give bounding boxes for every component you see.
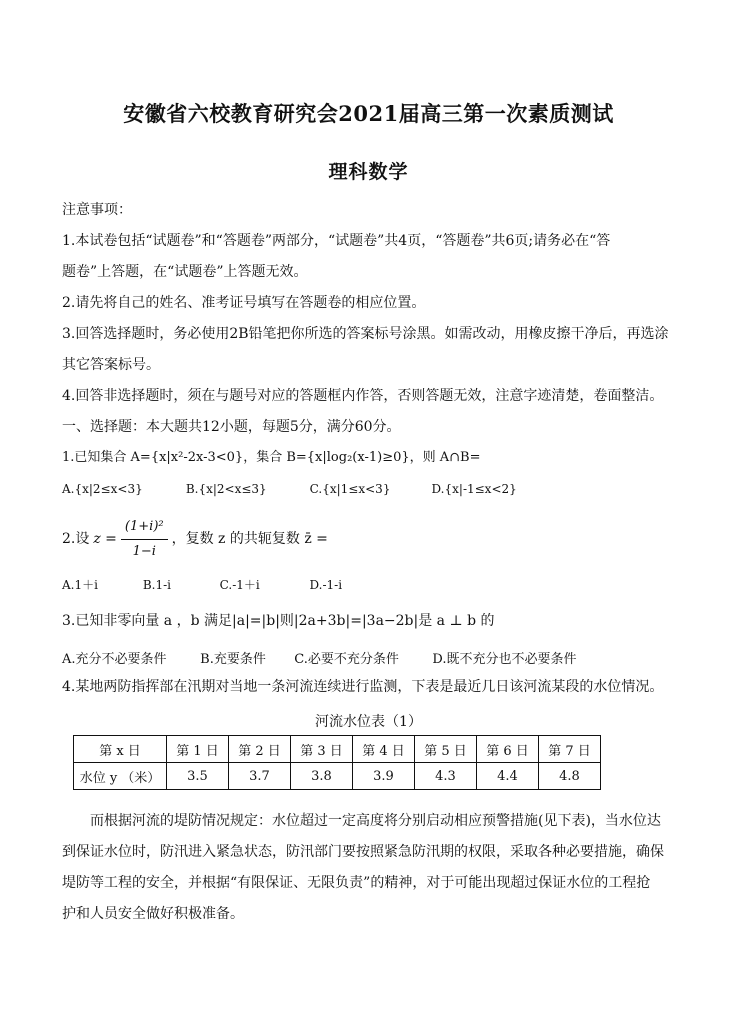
question-4-stem: 4.某地两防指挥部在汛期对当地一条河流连续进行监测，下表是最近几日该河流某段的水位情况。 [62, 679, 664, 695]
q2-option-d: D.-1-i [309, 578, 343, 592]
q2-z: z = [93, 531, 117, 547]
day-cell: 第 5 日 [415, 736, 477, 763]
q3-option-b: B.充要条件 [200, 652, 266, 667]
question-1-stem: 1.已知集合 A={x|x²-2x-3<0}，集合 B={x|log₂(x-1)≥0}，则 A∩B= [62, 450, 481, 465]
day-cell: 第 1 日 [167, 736, 229, 763]
notice-item-3-cont: 其它答案标号。 [62, 357, 160, 373]
q2-option-b: B.1-i [142, 578, 171, 592]
q2-prefix: 2.设 [62, 531, 90, 547]
day-cell: 第 3 日 [291, 736, 353, 763]
paragraph-line: 护和人员安全做好积极准备。 [62, 906, 244, 922]
level-cell: 3.8 [291, 763, 353, 790]
notice-item-2: 2.请先将自己的姓名、准考证号填写在答题卷的相应位置。 [62, 295, 426, 311]
table-row [74, 763, 601, 790]
question-2-stem [62, 517, 682, 561]
level-cell: 4.4 [477, 763, 539, 790]
level-cell: 4.3 [415, 763, 477, 790]
paragraph-line: 堤防等工程的安全，并根据“有限保证、无限负责”的精神，对于可能出现超过保证水位的工程抢 [62, 875, 651, 891]
q3-option-d: D.既不充分也不必要条件 [432, 652, 577, 667]
q3-option-c: C.必要不充分条件 [294, 652, 399, 667]
level-cell: 3.7 [229, 763, 291, 790]
q2-denominator: 1−i [132, 543, 156, 559]
paragraph-line: 到保证水位时，防汛进入紧急状态，防汛部门要按照紧急防汛期的权限，采取各种必要措施，确保 [62, 844, 664, 860]
row-header-level: 水位 y （米） [74, 763, 167, 790]
q1-option-d: D.{x|-1≤x<2} [431, 482, 517, 496]
q1-option-c: C.{x|1≤x<3} [309, 482, 391, 496]
page-subtitle: 理科数学 [328, 161, 409, 183]
notice-item-4: 4.回答非选择题时，须在与题号对应的答题框内作答，否则答题无效，注意字迹清楚，卷面整洁。 [62, 388, 664, 404]
table-caption: 河流水位表（1） [315, 714, 422, 730]
day-cell: 第 7 日 [539, 736, 601, 763]
notice-item-1-cont: 题卷”上答题，在“试题卷”上答题无效。 [62, 264, 308, 280]
day-cell: 第 4 日 [353, 736, 415, 763]
question-3-options [62, 648, 577, 667]
section-heading: 一、选择题：本大题共12小题，每题5分，满分60分。 [62, 419, 401, 435]
question-3-stem: 3.已知非零向量 a ，b 满足|a|=|b|则|2a+3b|=|3a−2b|是 a ⊥ b 的 [62, 613, 495, 629]
q2-option-a: A.1＋i [62, 578, 98, 592]
paragraph-line: 而根据河流的堤防情况规定：水位超过一定高度将分别启动相应预警措施(见下表)，当水位达 [90, 813, 661, 829]
notice-item-3: 3.回答选择题时，务必使用2B铅笔把你所选的答案标号涂黑。如需改动，用橡皮擦干净后，再选涂 [62, 326, 669, 342]
water-level-table [73, 735, 601, 790]
q3-option-a: A.充分不必要条件 [62, 652, 167, 667]
day-cell: 第 2 日 [229, 736, 291, 763]
q2-option-c: C.-1＋i [219, 578, 260, 592]
level-cell: 3.9 [353, 763, 415, 790]
question-4-paragraph [62, 806, 686, 930]
level-cell: 4.8 [539, 763, 601, 790]
q2-numerator: (1+i)² [121, 517, 168, 540]
row-header-day: 第 x 日 [74, 736, 167, 763]
q1-option-b: B.{x|2<x≤3} [185, 482, 267, 496]
q2-fraction [121, 517, 168, 562]
q2-suffix: ，复数 z 的共轭复数 z̄ = [171, 531, 328, 547]
notice-heading: 注意事项： [62, 202, 132, 218]
question-2-options [62, 576, 342, 593]
level-cell: 3.5 [167, 763, 229, 790]
q1-option-a: A.{x|2≤x<3} [62, 482, 143, 496]
page-title: 安徽省六校教育研究会2021届高三第一次素质测试 [123, 101, 614, 126]
question-1-options [62, 482, 517, 496]
table-row [74, 736, 601, 763]
day-cell: 第 6 日 [477, 736, 539, 763]
notice-item-1: 1.本试卷包括“试题卷”和“答题卷”两部分，“试题卷”共4页，“答题卷”共6页;请务必在“答 [62, 233, 611, 249]
